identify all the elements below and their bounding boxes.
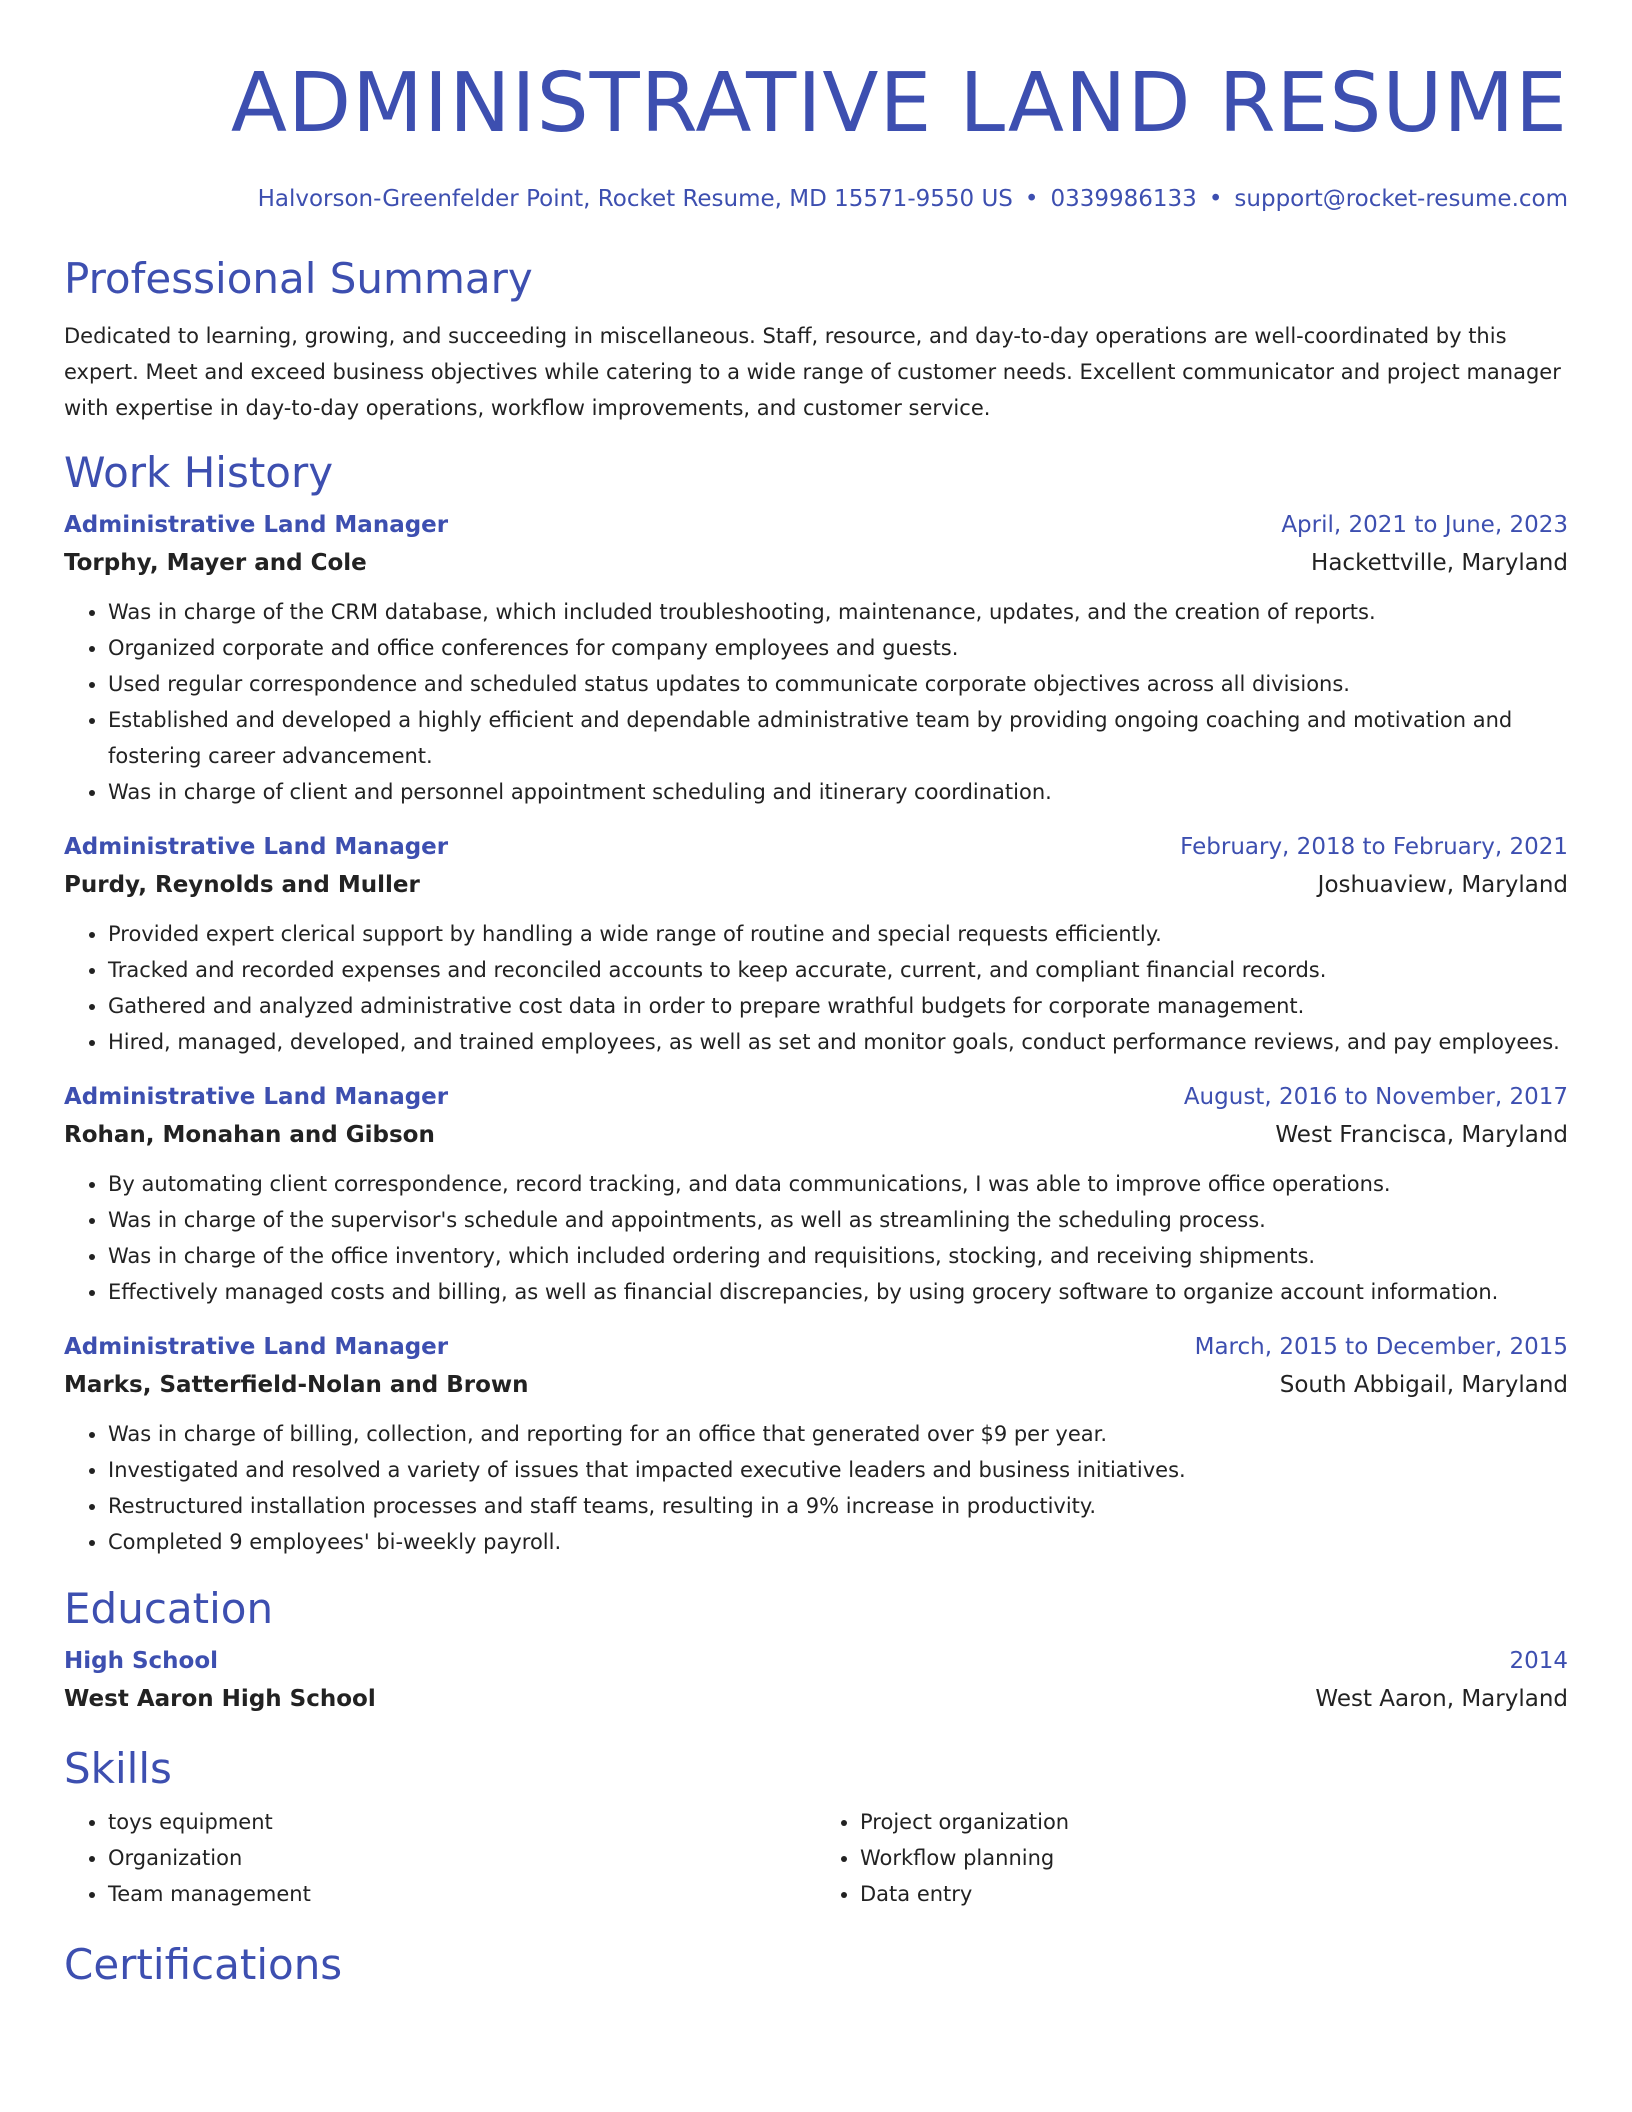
job-location: West Francisca, Maryland	[1275, 1122, 1568, 1148]
job-bullet: • Was in charge of client and personnel appointment scheduling and itinerary coordination.	[108, 774, 1568, 810]
job-entry	[64, 828, 1568, 1060]
job-bullet: • Was in charge of the office inventory, which included ordering and requisitions, stocking, and receiving shipments.	[108, 1238, 1568, 1274]
job-title: Administrative Land Manager	[64, 1084, 449, 1110]
job-entry	[64, 506, 1568, 810]
job-bullet: • Restructured installation processes and staff teams, resulting in a 9% increase in productivity.	[108, 1488, 1568, 1524]
job-entry	[64, 1078, 1568, 1310]
skill-item: • Data entry	[860, 1876, 1568, 1912]
job-company: Torphy, Mayer and Cole	[64, 550, 367, 576]
resume-name: ADMINISTRATIVE LAND RESUME	[230, 56, 1568, 151]
job-location: Joshuaview, Maryland	[1317, 872, 1568, 898]
job-bullets	[64, 1166, 1568, 1310]
job-entry	[64, 1328, 1568, 1560]
skill-item: • Team management	[108, 1876, 816, 1912]
job-bullet: • Effectively managed costs and billing, as well as financial discrepancies, by using grocery software to organize account information.	[108, 1274, 1568, 1310]
job-bullets	[64, 1416, 1568, 1560]
skills-list	[64, 1804, 1568, 1912]
skills-column-left	[64, 1804, 816, 1912]
job-company: Purdy, Reynolds and Muller	[64, 872, 420, 898]
summary-text: Dedicated to learning, growing, and succeeding in miscellaneous. Staff, resource, and day-to-day operations are well-coordinated by this expert. Meet and exceed business objectives while catering to a wide range of customer needs. Excellent communicator and project manager with expertise in day-to-day operations, workflow improvements, and customer service.	[64, 324, 1561, 420]
skills-column-right	[816, 1804, 1568, 1912]
education-location: West Aaron, Maryland	[1315, 1686, 1568, 1712]
job-bullet: • Hired, managed, developed, and trained employees, as well as set and monitor goals, conduct performance reviews, and pay employees.	[108, 1024, 1568, 1060]
job-dates: April, 2021 to June, 2023	[1281, 512, 1568, 538]
education-entry	[64, 1642, 1568, 1718]
job-bullet: • Established and developed a highly efficient and dependable administrative team by providing ongoing coaching and motivation and fostering career advancement.	[108, 702, 1568, 774]
job-bullet: • Organized corporate and office conferences for company employees and guests.	[108, 630, 1568, 666]
job-location: Hackettville, Maryland	[1311, 550, 1568, 576]
job-bullets	[64, 916, 1568, 1060]
job-title: Administrative Land Manager	[64, 1334, 449, 1360]
job-dates: August, 2016 to November, 2017	[1183, 1084, 1568, 1110]
job-bullet: • Used regular correspondence and scheduled status updates to communicate corporate objectives across all divisions.	[108, 666, 1568, 702]
skills-heading: Skills	[64, 1744, 172, 1793]
education-year: 2014	[1509, 1648, 1568, 1674]
certifications-heading: Certifications	[64, 1940, 343, 1989]
job-dates: March, 2015 to December, 2015	[1194, 1334, 1568, 1360]
skill-item: • Organization	[108, 1840, 816, 1876]
contact-phone: 0339986133	[1050, 186, 1197, 212]
job-bullet: • Gathered and analyzed administrative cost data in order to prepare wrathful budgets for corporate management.	[108, 988, 1568, 1024]
education-school: West Aaron High School	[64, 1686, 376, 1712]
work-history-heading: Work History	[64, 448, 334, 497]
contact-separator: •	[1208, 186, 1223, 212]
job-bullet: • By automating client correspondence, record tracking, and data communications, I was able to improve office operations.	[108, 1166, 1568, 1202]
job-dates: February, 2018 to February, 2021	[1180, 834, 1568, 860]
contact-line	[64, 184, 1568, 214]
education-heading: Education	[64, 1584, 274, 1633]
job-title: Administrative Land Manager	[64, 512, 449, 538]
job-location: South Abbigail, Maryland	[1279, 1372, 1568, 1398]
contact-address: Halvorson-Greenfelder Point, Rocket Resume, MD 15571-9550 US	[257, 186, 1013, 212]
job-bullet: • Was in charge of the supervisor's schedule and appointments, as well as streamlining the scheduling process.	[108, 1202, 1568, 1238]
job-bullet: • Provided expert clerical support by handling a wide range of routine and special requests efficiently.	[108, 916, 1568, 952]
job-title: Administrative Land Manager	[64, 834, 449, 860]
job-company: Marks, Satterfield-Nolan and Brown	[64, 1372, 529, 1398]
job-bullet: • Investigated and resolved a variety of issues that impacted executive leaders and business initiatives.	[108, 1452, 1568, 1488]
skill-item: • Project organization	[860, 1804, 1568, 1840]
job-bullet: • Tracked and recorded expenses and reconciled accounts to keep accurate, current, and compliant financial records.	[108, 952, 1568, 988]
job-bullet: • Was in charge of billing, collection, and reporting for an office that generated over $9 per year.	[108, 1416, 1568, 1452]
job-bullet: • Completed 9 employees' bi-weekly payroll.	[108, 1524, 1568, 1560]
job-bullet: • Was in charge of the CRM database, which included troubleshooting, maintenance, updates, and the creation of reports.	[108, 594, 1568, 630]
job-company: Rohan, Monahan and Gibson	[64, 1122, 435, 1148]
summary-heading: Professional Summary	[64, 254, 533, 303]
contact-email[interactable]: support@rocket-resume.com	[1234, 186, 1568, 212]
skill-item: • Workflow planning	[860, 1840, 1568, 1876]
education-degree: High School	[64, 1648, 219, 1674]
job-bullets	[64, 594, 1568, 810]
contact-separator: •	[1024, 186, 1039, 212]
skill-item: • toys equipment	[108, 1804, 816, 1840]
